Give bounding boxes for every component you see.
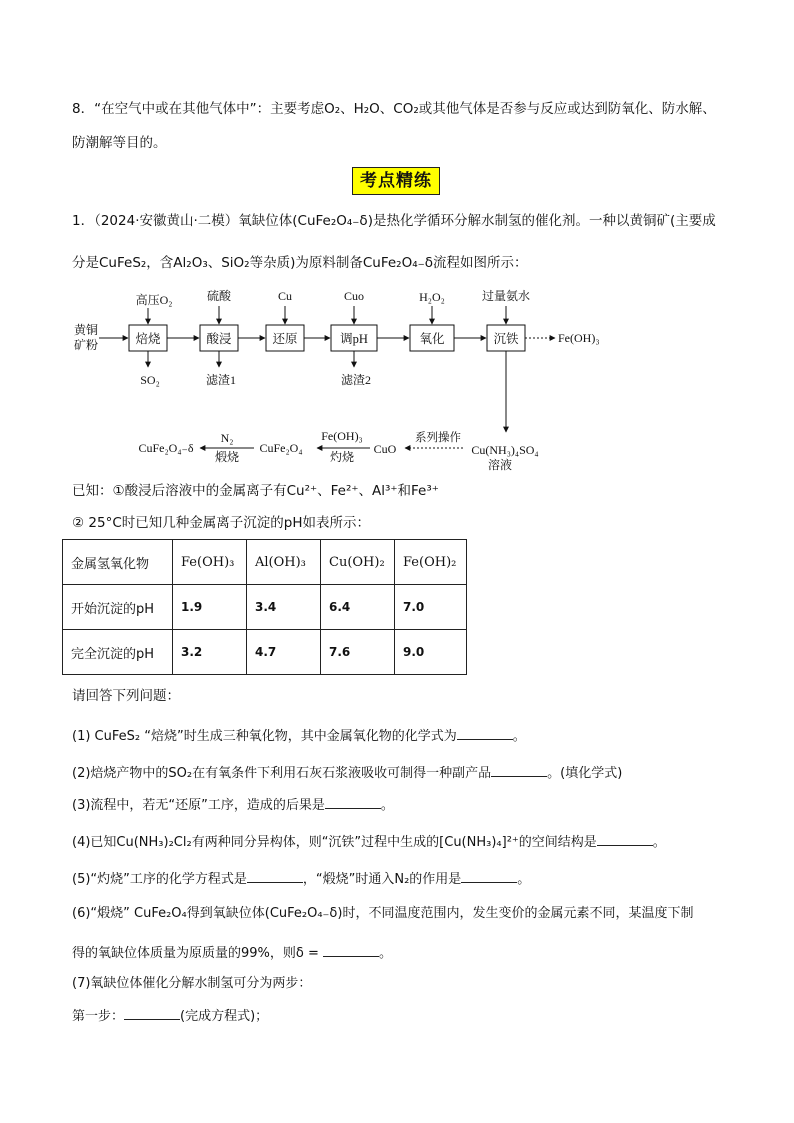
svg-text:调pH: 调pH (340, 332, 368, 346)
answer-blank[interactable] (597, 833, 653, 846)
table-header-cell: Al(OH)₃ (247, 540, 321, 585)
table-cell: 1.9 (173, 585, 247, 630)
table-header-cell: Fe(OH)₃ (173, 540, 247, 585)
step2-bottom-label: 灼烧 (329, 450, 355, 464)
intro-line-1: 8．“在空气中或在其他气体中”：主要考虑O₂、H₂O、CO₂或其他气体是否参与反应或达到防氧化、防水解、 (72, 101, 716, 117)
question-3: (3)流程中，若无“还原”工序，造成的后果是 。 (72, 798, 394, 813)
question-7: (7)氧缺位体催化分解水制氢可分为两步： (72, 976, 312, 991)
intro-line-2: 防潮解等目的。 (72, 135, 167, 151)
flow-box-reduce (266, 325, 304, 351)
table-header-row (63, 540, 467, 585)
final-product-label: CuFe₂O₄₋δ (138, 441, 194, 455)
flow-box-oxidize (410, 325, 454, 351)
answer-blank[interactable] (325, 796, 381, 809)
answer-blank[interactable] (323, 944, 379, 957)
table-cell: 完全沉淀的pH (63, 630, 173, 675)
table-cell: 4.7 (247, 630, 321, 675)
svg-text:氧化: 氧化 (419, 332, 445, 346)
precipitation-ph-table (62, 539, 467, 675)
flow-box-acid-leach (200, 325, 238, 351)
cuo-label: CuO (373, 442, 397, 456)
answer-blank[interactable] (457, 727, 513, 740)
input-label-o2: 高压O₂ (135, 293, 173, 307)
process-flow-diagram (0, 0, 794, 480)
table-cell: 9.0 (395, 630, 467, 675)
table-row (63, 585, 467, 630)
side-product-label: Fe(OH)₃ (558, 331, 600, 345)
question-5: (5)“灼烧”工序的化学方程式是 ，“煅烧”时通入N₂的作用是 。 (72, 872, 531, 887)
section-title: 考点精练 (352, 167, 440, 195)
flow-box-roast (129, 325, 167, 351)
output-label-residue-1: 滤渣1 (205, 373, 237, 387)
table-header-cell: Cu(OH)₂ (321, 540, 395, 585)
input-label-acid: 硫酸 (206, 289, 232, 303)
answer-blank[interactable] (124, 1007, 180, 1020)
problem-line-1: 1．（2024·安徽黄山·二模）氧缺位体(CuFe₂O₄₋δ)是热化学循环分解水制氢的催化剂。一种以黄铜矿(主要成 (72, 213, 716, 229)
known-line-1: 已知：①酸浸后溶液中的金属离子有Cu²⁺、Fe²⁺、Al³⁺和Fe³⁺ (72, 483, 439, 499)
table-header-cell: Fe(OH)₂ (395, 540, 467, 585)
question-4: (4)已知Cu(NH₃)₂Cl₂有两种同分异构体，则“沉铁”过程中生成的[Cu(NH₃)₄]²⁺的空间结构是 。 (72, 835, 666, 850)
questions-prompt: 请回答下列问题： (72, 688, 180, 704)
step2-top-label: Fe(OH)₃ (321, 429, 363, 443)
table-cell: 3.2 (173, 630, 247, 675)
question-1: (1) CuFeS₂ “焙烧”时生成三种氧化物，其中金属氧化物的化学式为 。 (72, 729, 526, 744)
answer-blank[interactable] (461, 870, 517, 883)
question-6-line-2: 得的氧缺位体质量为原质量的99%，则δ = 。 (72, 946, 393, 961)
svg-text:酸浸: 酸浸 (206, 332, 232, 346)
table-cell: 3.4 (247, 585, 321, 630)
step3-top-label: N₂ (220, 431, 234, 445)
table-cell: 7.6 (321, 630, 395, 675)
output-label-residue-2: 滤渣2 (340, 373, 372, 387)
svg-text:焙烧: 焙烧 (135, 332, 161, 346)
svg-text:沉铁: 沉铁 (493, 332, 519, 346)
input-label-cu: Cu (277, 289, 293, 303)
output-label-so2: SO₂ (140, 373, 160, 387)
table-cell: 6.4 (321, 585, 395, 630)
step3-bottom-label: 煅烧 (214, 450, 240, 464)
start-label-1: 黄铜 (73, 323, 99, 337)
step-1-line: 第一步： (完成方程式)； (72, 1009, 269, 1024)
cufe2o4-label: CuFe₂O₄ (259, 441, 303, 455)
table-cell: 开始沉淀的pH (63, 585, 173, 630)
input-label-ammonia: 过量氨水 (481, 289, 531, 303)
svg-text:还原: 还原 (272, 332, 298, 346)
table-row (63, 630, 467, 675)
start-label-2: 矿粉 (73, 338, 99, 352)
input-label-h2o2: H₂O₂ (419, 290, 445, 304)
table-header-cell: 金属氢氧化物 (63, 540, 173, 585)
series-operation-label: 系列操作 (415, 432, 461, 444)
question-2: (2)焙烧产物中的SO₂在有氧条件下利用石灰石浆液吸收可制得一种副产品 。(填化学式) (72, 766, 623, 781)
flow-box-precipitate-iron (487, 325, 525, 351)
flow-box-adjust-ph (331, 325, 377, 351)
known-line-2: ② 25°C时已知几种金属离子沉淀的pH如表所示： (72, 515, 370, 531)
answer-blank[interactable] (491, 764, 547, 777)
input-label-cuo: Cuo (343, 289, 365, 303)
solution-label-2: 溶液 (487, 458, 513, 472)
solution-label: Cu(NH₃)₄SO₄ (471, 443, 539, 457)
table-cell: 7.0 (395, 585, 467, 630)
problem-line-2: 分是CuFeS₂，含Al₂O₃、SiO₂等杂质)为原料制备CuFe₂O₄₋δ流程如图所示： (72, 255, 528, 271)
answer-blank[interactable] (247, 870, 303, 883)
question-6-line-1: (6)“煅烧” CuFe₂O₄得到氧缺位体(CuFe₂O₄₋δ)时，不同温度范围内，发生变价的金属元素不同，某温度下制 (72, 906, 694, 921)
